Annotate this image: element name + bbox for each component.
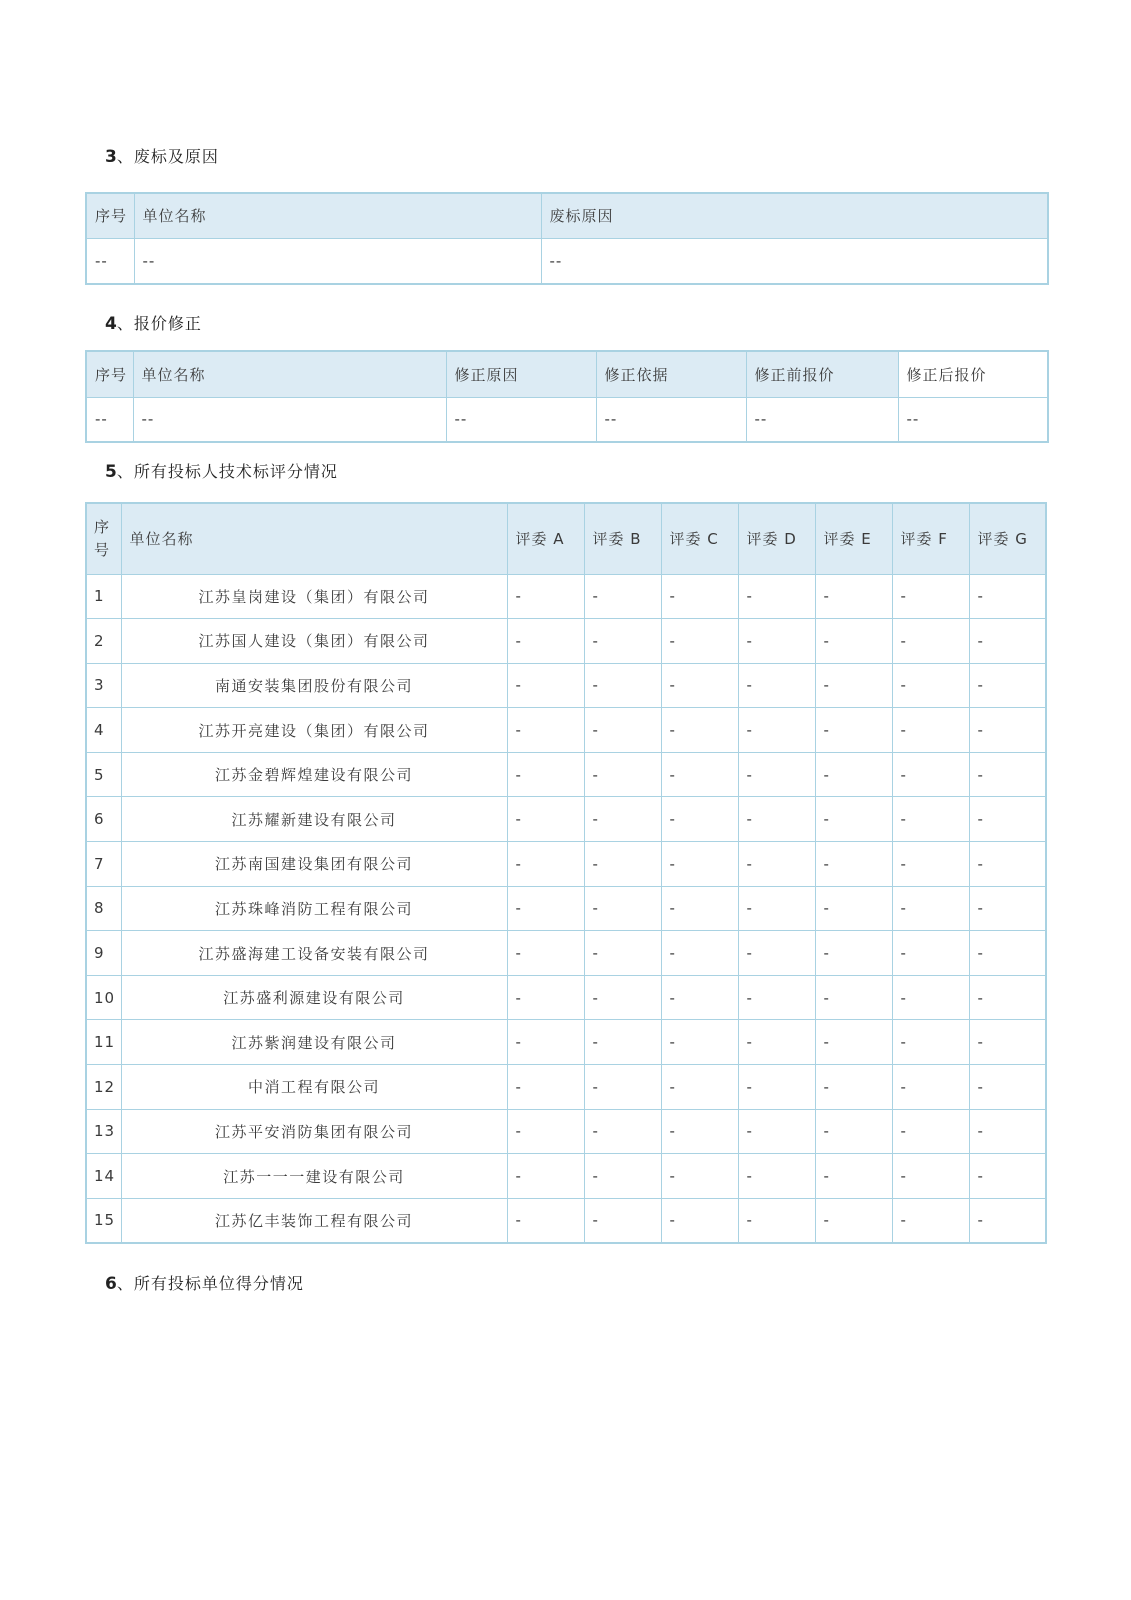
table-header-row <box>86 193 1048 238</box>
cell-company: 江苏耀新建设有限公司 <box>121 797 507 842</box>
invalid-bids-table <box>85 192 1049 285</box>
table-row <box>86 1065 1046 1110</box>
cell-judge-b-score: - <box>584 886 661 931</box>
cell-judge-g-score: - <box>969 797 1046 842</box>
cell-judge-b-score: - <box>584 619 661 664</box>
cell-reason: -- <box>446 397 596 442</box>
cell-judge-b-score: - <box>584 1109 661 1154</box>
cell-judge-g-score: - <box>969 574 1046 619</box>
cell-no: 7 <box>86 842 121 887</box>
table-row <box>86 397 1048 442</box>
cell-judge-b-score: - <box>584 975 661 1020</box>
section-number: 4 <box>105 314 117 334</box>
column-header-judge-c: 评委 C <box>661 503 738 574</box>
column-header-judge-b: 评委 B <box>584 503 661 574</box>
section-separator: 、 <box>116 462 134 481</box>
cell-judge-d-score: - <box>738 663 815 708</box>
cell-judge-a-score: - <box>507 663 584 708</box>
cell-judge-g-score: - <box>969 708 1046 753</box>
cell-judge-e-score: - <box>815 797 892 842</box>
cell-judge-a-score: - <box>507 1109 584 1154</box>
cell-judge-a-score: - <box>507 619 584 664</box>
cell-judge-d-score: - <box>738 931 815 976</box>
cell-judge-d-score: - <box>738 1109 815 1154</box>
cell-company: -- <box>133 397 446 442</box>
cell-no: 9 <box>86 931 121 976</box>
cell-judge-e-score: - <box>815 1154 892 1199</box>
cell-judge-e-score: - <box>815 663 892 708</box>
cell-company: -- <box>134 238 541 284</box>
cell-judge-a-score: - <box>507 1154 584 1199</box>
cell-judge-g-score: - <box>969 752 1046 797</box>
cell-judge-d-score: - <box>738 842 815 887</box>
cell-judge-c-score: - <box>661 1109 738 1154</box>
cell-judge-a-score: - <box>507 842 584 887</box>
column-header-no: 序号 <box>86 503 121 574</box>
cell-price-before: -- <box>746 397 898 442</box>
cell-judge-e-score: - <box>815 619 892 664</box>
cell-company: 江苏珠峰消防工程有限公司 <box>121 886 507 931</box>
cell-judge-c-score: - <box>661 663 738 708</box>
cell-judge-c-score: - <box>661 619 738 664</box>
section-title: 所有投标人技术标评分情况 <box>133 462 338 481</box>
cell-judge-f-score: - <box>892 975 969 1020</box>
cell-judge-c-score: - <box>661 931 738 976</box>
cell-judge-e-score: - <box>815 708 892 753</box>
cell-judge-b-score: - <box>584 752 661 797</box>
section-separator: 、 <box>116 314 134 333</box>
cell-no: 6 <box>86 797 121 842</box>
section-heading-invalid-bids <box>105 144 219 167</box>
cell-judge-b-score: - <box>584 663 661 708</box>
cell-company: 江苏平安消防集团有限公司 <box>121 1109 507 1154</box>
cell-judge-f-score: - <box>892 752 969 797</box>
table-row <box>86 886 1046 931</box>
cell-judge-e-score: - <box>815 1109 892 1154</box>
cell-judge-g-score: - <box>969 619 1046 664</box>
cell-judge-a-score: - <box>507 1065 584 1110</box>
section-heading-price-correction <box>105 311 202 334</box>
cell-company: 江苏盛利源建设有限公司 <box>121 975 507 1020</box>
cell-judge-b-score: - <box>584 1065 661 1110</box>
cell-judge-g-score: - <box>969 931 1046 976</box>
section-separator: 、 <box>116 147 134 166</box>
table-row <box>86 797 1046 842</box>
cell-no: 2 <box>86 619 121 664</box>
cell-judge-a-score: - <box>507 752 584 797</box>
table-row <box>86 574 1046 619</box>
cell-judge-g-score: - <box>969 1198 1046 1243</box>
cell-judge-c-score: - <box>661 574 738 619</box>
cell-judge-b-score: - <box>584 1020 661 1065</box>
cell-judge-a-score: - <box>507 975 584 1020</box>
column-header-basis: 修正依据 <box>596 351 746 397</box>
cell-judge-f-score: - <box>892 1154 969 1199</box>
table-row <box>86 1154 1046 1199</box>
section-title: 废标及原因 <box>133 147 219 166</box>
cell-judge-c-score: - <box>661 975 738 1020</box>
cell-judge-d-score: - <box>738 619 815 664</box>
cell-judge-c-score: - <box>661 797 738 842</box>
column-header-no: 序号 <box>86 351 133 397</box>
section-separator: 、 <box>116 1274 134 1293</box>
cell-judge-b-score: - <box>584 797 661 842</box>
cell-basis: -- <box>596 397 746 442</box>
cell-judge-e-score: - <box>815 574 892 619</box>
technical-scores-table <box>85 502 1047 1244</box>
cell-company: 江苏亿丰装饰工程有限公司 <box>121 1198 507 1243</box>
cell-judge-b-score: - <box>584 1198 661 1243</box>
cell-judge-b-score: - <box>584 574 661 619</box>
table-header-row <box>86 351 1048 397</box>
cell-judge-c-score: - <box>661 1065 738 1110</box>
column-header-judge-d: 评委 D <box>738 503 815 574</box>
cell-judge-d-score: - <box>738 1198 815 1243</box>
cell-company: 江苏一一一建设有限公司 <box>121 1154 507 1199</box>
cell-judge-d-score: - <box>738 708 815 753</box>
price-correction-table <box>85 350 1049 443</box>
cell-judge-d-score: - <box>738 797 815 842</box>
table-row <box>86 238 1048 284</box>
cell-judge-a-score: - <box>507 708 584 753</box>
cell-company: 江苏国人建设（集团）有限公司 <box>121 619 507 664</box>
column-header-company: 单位名称 <box>134 193 541 238</box>
cell-judge-e-score: - <box>815 886 892 931</box>
cell-judge-f-score: - <box>892 1065 969 1110</box>
cell-judge-f-score: - <box>892 886 969 931</box>
cell-judge-c-score: - <box>661 1154 738 1199</box>
cell-judge-e-score: - <box>815 1020 892 1065</box>
cell-no: 8 <box>86 886 121 931</box>
cell-no: -- <box>86 238 134 284</box>
column-header-judge-e: 评委 E <box>815 503 892 574</box>
cell-no: 13 <box>86 1109 121 1154</box>
cell-judge-g-score: - <box>969 1020 1046 1065</box>
cell-no: -- <box>86 397 133 442</box>
section-heading-technical-scores <box>105 459 338 482</box>
cell-judge-b-score: - <box>584 842 661 887</box>
cell-judge-f-score: - <box>892 1020 969 1065</box>
cell-no: 14 <box>86 1154 121 1199</box>
column-header-price-before: 修正前报价 <box>746 351 898 397</box>
cell-judge-e-score: - <box>815 975 892 1020</box>
column-header-company: 单位名称 <box>121 503 507 574</box>
cell-judge-g-score: - <box>969 663 1046 708</box>
table-row <box>86 752 1046 797</box>
column-header-judge-f: 评委 F <box>892 503 969 574</box>
cell-no: 15 <box>86 1198 121 1243</box>
cell-judge-g-score: - <box>969 886 1046 931</box>
cell-company: 江苏紫润建设有限公司 <box>121 1020 507 1065</box>
table-row <box>86 842 1046 887</box>
cell-judge-e-score: - <box>815 1198 892 1243</box>
section-title: 所有投标单位得分情况 <box>133 1274 304 1293</box>
cell-judge-a-score: - <box>507 931 584 976</box>
cell-judge-f-score: - <box>892 663 969 708</box>
cell-judge-e-score: - <box>815 931 892 976</box>
technical-scores-body <box>86 574 1046 1243</box>
cell-judge-d-score: - <box>738 752 815 797</box>
cell-no: 3 <box>86 663 121 708</box>
cell-company: 中消工程有限公司 <box>121 1065 507 1110</box>
cell-no: 5 <box>86 752 121 797</box>
cell-price-after: -- <box>898 397 1048 442</box>
cell-judge-b-score: - <box>584 708 661 753</box>
cell-no: 12 <box>86 1065 121 1110</box>
table-row <box>86 975 1046 1020</box>
cell-no: 4 <box>86 708 121 753</box>
table-row <box>86 1198 1046 1243</box>
cell-judge-d-score: - <box>738 886 815 931</box>
section-number: 3 <box>105 147 117 167</box>
cell-judge-f-score: - <box>892 619 969 664</box>
table-row <box>86 931 1046 976</box>
cell-company: 江苏南国建设集团有限公司 <box>121 842 507 887</box>
cell-judge-c-score: - <box>661 886 738 931</box>
section-number: 5 <box>105 462 117 482</box>
cell-judge-f-score: - <box>892 1198 969 1243</box>
cell-company: 江苏皇岗建设（集团）有限公司 <box>121 574 507 619</box>
cell-judge-c-score: - <box>661 708 738 753</box>
cell-no: 10 <box>86 975 121 1020</box>
cell-judge-d-score: - <box>738 1065 815 1110</box>
table-row <box>86 708 1046 753</box>
column-header-judge-g: 评委 G <box>969 503 1046 574</box>
cell-no: 1 <box>86 574 121 619</box>
cell-judge-f-score: - <box>892 574 969 619</box>
cell-judge-b-score: - <box>584 1154 661 1199</box>
cell-judge-b-score: - <box>584 931 661 976</box>
cell-judge-c-score: - <box>661 1020 738 1065</box>
cell-judge-f-score: - <box>892 931 969 976</box>
cell-judge-a-score: - <box>507 797 584 842</box>
cell-judge-c-score: - <box>661 752 738 797</box>
cell-judge-a-score: - <box>507 1198 584 1243</box>
table-row <box>86 1109 1046 1154</box>
cell-judge-g-score: - <box>969 1065 1046 1110</box>
table-row <box>86 663 1046 708</box>
cell-judge-a-score: - <box>507 1020 584 1065</box>
column-header-company: 单位名称 <box>133 351 446 397</box>
section-heading-unit-scores <box>105 1271 304 1294</box>
cell-judge-d-score: - <box>738 1020 815 1065</box>
cell-company: 南通安装集团股份有限公司 <box>121 663 507 708</box>
column-header-no: 序号 <box>86 193 134 238</box>
cell-judge-e-score: - <box>815 842 892 887</box>
section-title: 报价修正 <box>133 314 202 333</box>
cell-judge-d-score: - <box>738 574 815 619</box>
section-number: 6 <box>105 1274 117 1294</box>
cell-judge-c-score: - <box>661 1198 738 1243</box>
cell-company: 江苏盛海建工设备安装有限公司 <box>121 931 507 976</box>
cell-judge-a-score: - <box>507 886 584 931</box>
cell-judge-e-score: - <box>815 752 892 797</box>
cell-judge-f-score: - <box>892 1109 969 1154</box>
cell-company: 江苏开亮建设（集团）有限公司 <box>121 708 507 753</box>
cell-judge-g-score: - <box>969 1109 1046 1154</box>
cell-judge-d-score: - <box>738 1154 815 1199</box>
table-row <box>86 619 1046 664</box>
cell-no: 11 <box>86 1020 121 1065</box>
cell-reason: -- <box>541 238 1048 284</box>
cell-judge-e-score: - <box>815 1065 892 1110</box>
cell-company: 江苏金碧辉煌建设有限公司 <box>121 752 507 797</box>
column-header-reason: 修正原因 <box>446 351 596 397</box>
column-header-reason: 废标原因 <box>541 193 1048 238</box>
cell-judge-c-score: - <box>661 842 738 887</box>
cell-judge-g-score: - <box>969 975 1046 1020</box>
cell-judge-g-score: - <box>969 842 1046 887</box>
cell-judge-f-score: - <box>892 708 969 753</box>
cell-judge-f-score: - <box>892 797 969 842</box>
column-header-judge-a: 评委 A <box>507 503 584 574</box>
cell-judge-a-score: - <box>507 574 584 619</box>
table-header-row <box>86 503 1046 574</box>
cell-judge-f-score: - <box>892 842 969 887</box>
cell-judge-d-score: - <box>738 975 815 1020</box>
table-row <box>86 1020 1046 1065</box>
cell-judge-g-score: - <box>969 1154 1046 1199</box>
column-header-price-after: 修正后报价 <box>898 351 1048 397</box>
